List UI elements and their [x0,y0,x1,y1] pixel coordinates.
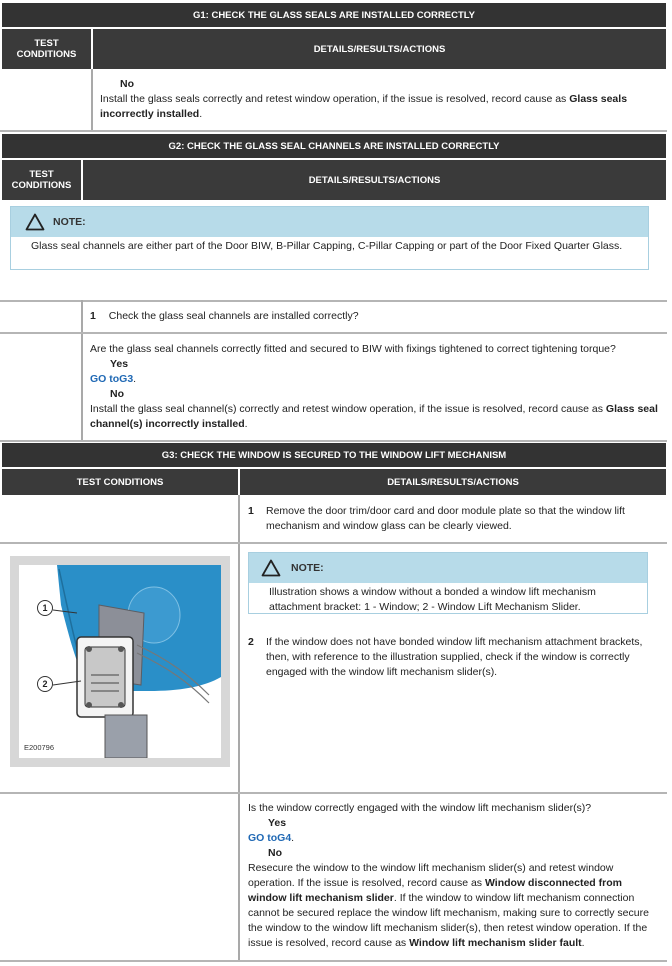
g2-goto-link[interactable]: GO toG3 [90,373,134,385]
g3-title-text: G3: CHECK THE WINDOW IS SECURED TO THE WINDOW LIFT MECHANISM [161,449,507,461]
warning-triangle-icon [261,559,281,577]
g3-goto-end: . [291,832,295,844]
g3-no-text2: . If the window to window lift mechanism connection cannot be secured replace the window lift mechanism, making sure to correctly secure the window to the window lift mechanism slider(s), then retest window operation. If the issue is resolved, record cause as [248,892,649,949]
g2-col-test-line1: TEST [29,169,54,180]
g1-column-divider [91,69,93,131]
callout-2-label: 2 [42,679,48,689]
g3-col-details-text: DETAILS/RESULTS/ACTIONS [387,476,519,488]
g3-illustration [10,556,230,767]
g1-no-end: . [199,108,203,120]
g3-note-label: NOTE: [291,562,324,574]
g2-note-body: Glass seal channels are either part of the Door BIW, B-Pillar Capping, C-Pillar Capping or part of the Door Fixed Quarter Glass. [31,240,623,252]
g1-col-test-line2: CONDITIONS [16,49,77,60]
g3-rule-2 [0,792,667,794]
g3-rule-1 [0,542,667,544]
g2-goto-end: . [133,373,137,385]
g3-column-divider [238,495,240,961]
g3-step1-number: 1 [248,505,254,517]
g2-no-cause: Glass seal channel(s) incorrectly installed [90,403,658,430]
g2-yes-label: Yes [110,358,129,370]
g2-step-text: Check the glass seal channels are installed correctly? [108,310,359,322]
g2-column-divider [81,300,83,441]
g1-bottom-rule [0,130,667,132]
g1-col-test-line1: TEST [34,38,59,49]
g1-col-test-conditions [2,29,91,69]
callout-1-label: 1 [42,603,48,613]
g2-col-test-line2: CONDITIONS [11,180,72,191]
g1-no-action [100,92,660,122]
g3-section-title [2,443,666,467]
g3-step2-text: If the window does not have bonded window lift mechanism attachment brackets, then, with reference to the illustration supplied, check if the window is correctly engaged with the window lift mechanism slider(s). [266,636,643,678]
g3-step-2 [248,635,658,680]
g1-col-details-text: DETAILS/RESULTS/ACTIONS [313,43,446,55]
g3-bottom-rule [0,960,667,962]
g2-question: Are the glass seal channels correctly fitted and secured to BIW with fixings tightened to correct tightening torque? [90,343,616,355]
g1-section-title [2,3,666,27]
g2-note-header [11,207,648,237]
g2-col-details-text: DETAILS/RESULTS/ACTIONS [308,174,441,186]
g2-note [10,206,649,270]
g3-col-test-conditions [2,469,238,495]
g2-section-title [2,134,666,158]
g3-note-header [249,553,647,583]
g2-no-end: . [244,418,248,430]
g1-no-label: No [120,78,134,90]
g2-step-1 [90,309,660,324]
g2-result-block [90,342,660,432]
g2-no-text: Install the glass seal channel(s) correctly and retest window operation, if the issue is resolved, record cause as [90,403,606,415]
g2-bottom-rule [0,440,667,442]
g3-no-cause1: Window disconnected from window lift mechanism slider [248,877,622,904]
g3-result-block [248,801,660,951]
g3-question: Is the window correctly engaged with the window lift mechanism slider(s)? [248,802,592,814]
g2-rule-2 [0,332,667,334]
g1-no-text: Install the glass seals correctly and retest window operation, if the issue is resolved, record cause as [100,93,570,105]
g3-note-body: Illustration shows a window without a bonded a window lift mechanism attachment bracket: 1 - Window; 2 - Window Lift Mechanism Slider. [269,586,596,613]
g1-result-block [100,77,660,122]
g2-rule-1 [0,300,667,302]
g3-col-test-text: TEST CONDITIONS [76,476,164,488]
g1-col-details [93,29,666,69]
g2-step-number: 1 [90,310,96,322]
g2-note-label: NOTE: [53,216,86,228]
g2-no-label: No [110,388,124,400]
g2-col-details [83,160,666,200]
g3-goto-link[interactable]: GO toG4 [248,832,292,844]
g3-no-label: No [268,847,282,859]
g3-no-cause2: Window lift mechanism slider fault [409,937,582,949]
g3-step2-number: 2 [248,636,254,648]
g2-no-action [90,402,660,432]
callout-1-marker [37,600,53,616]
g3-goto [248,831,660,846]
g3-step-1 [248,504,658,534]
g3-no-end: . [581,937,585,949]
g2-goto [90,372,660,387]
g1-no-cause: Glass seals incorrectly installed [100,93,628,120]
g3-step1-text: Remove the door trim/door card and door module plate so that the window lift mechanism and window glass can be clearly viewed. [266,505,625,532]
warning-triangle-icon [25,213,45,231]
g3-no-text1: Resecure the window to the window lift mechanism slider(s) and retest window operation. If the issue is resolved, record cause as [248,862,614,889]
callout-2-marker [37,676,53,692]
g2-title-text: G2: CHECK THE GLASS SEAL CHANNELS ARE INSTALLED CORRECTLY [168,140,500,152]
g1-title-text: G1: CHECK THE GLASS SEALS ARE INSTALLED CORRECTLY [192,9,476,21]
window-lift-diagram [19,565,221,758]
g3-col-details [240,469,666,495]
g2-col-test-conditions [2,160,81,200]
g3-yes-label: Yes [268,817,287,829]
image-code: E200796 [24,743,55,752]
g3-note [248,552,648,614]
g3-no-action [248,861,660,951]
